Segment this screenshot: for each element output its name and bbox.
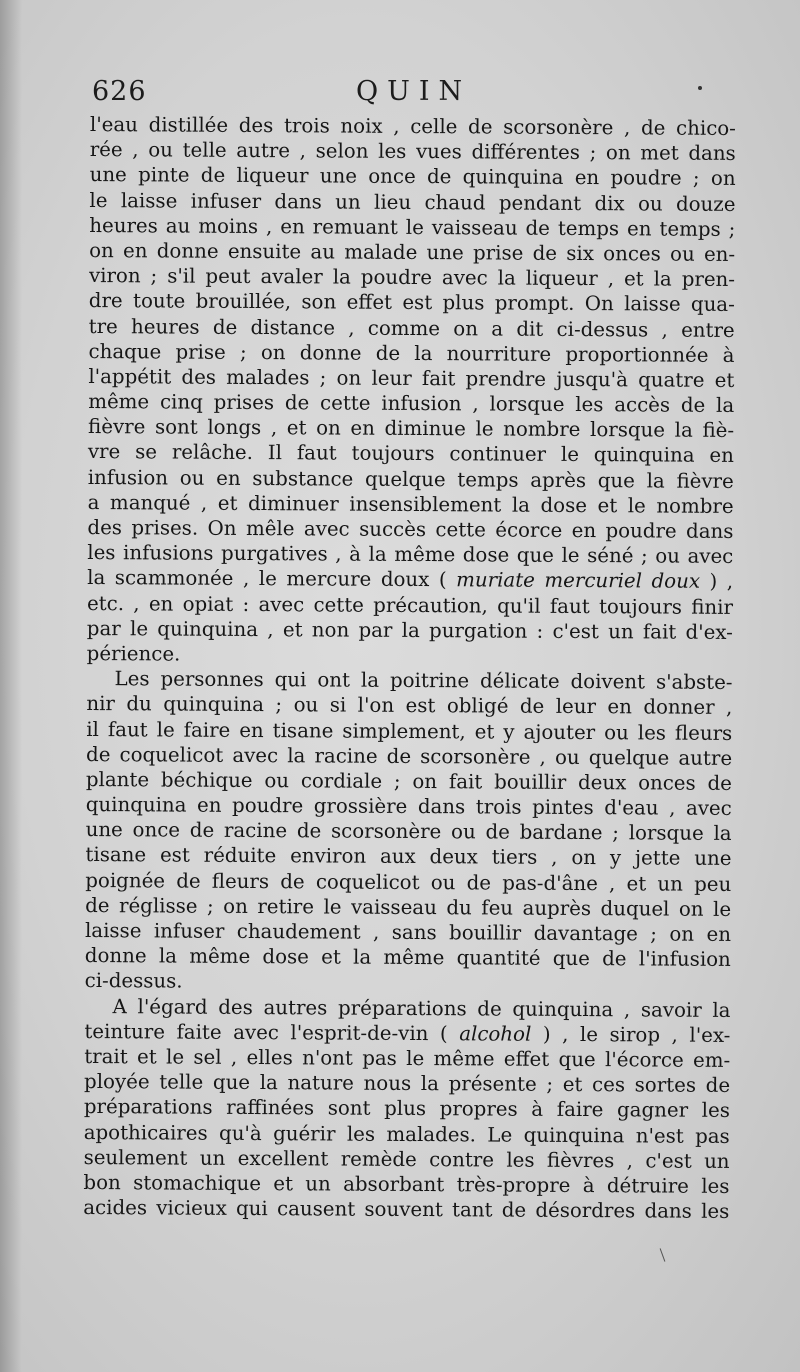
text-line: acides vicieux qui causent souvent tant de désordres dans les [83,1196,730,1223]
text-line: plante béchique ou cordiale ; on fait bouillir deux onces de [85,767,732,795]
text-line: une pinte de liqueur une once de quinquina en poudre ; on [89,163,736,191]
text-line: poignée de fleurs de coquelicot ou de pas-d'âne , et un peu [85,868,732,896]
text-line: ployée telle que la nature nous la présente ; et ces sortes de [84,1070,731,1098]
line-text-after: ) , [699,570,734,594]
running-head [92,76,712,112]
text-line: préparations raffinées sont plus propres à faire gagner les [83,1095,730,1123]
body-text [83,112,736,1224]
text-line: tre heures de distance , comme on a dit ci-dessus , entre [88,314,735,342]
text-line: trait et le sel , elles n'ont pas le même effet que l'écorce em- [84,1044,731,1072]
paragraph-start-line: Les personnes qui ont la poitrine délicate doivent s'abste- [114,667,733,695]
text-line: vre se relâche. Il faut toujours continuer le quinquina en [87,440,734,468]
italic-term: muriate mercuriel doux [456,568,701,594]
text-line: périence. [86,641,181,666]
text-line: le laisse infuser dans un lieu chaud pendant dix ou douze [89,188,736,216]
text-line: infusion ou en substance quelque temps après que la fièvre [87,465,734,493]
italic-term: alcohol [459,1022,532,1046]
line-text-before: la scammonée , le mercure doux ( [87,566,457,592]
text-line: laisse infuser chaudement , sans bouillir davantage ; on en [84,918,732,946]
text-line: l'appétit des malades ; on leur fait prendre jusqu'à quatre et [88,364,735,392]
line-text: A l'égard des autres préparations de quinquina , savoir la [112,994,731,1022]
text-line: viron ; s'il peut avaler la poudre avec la liqueur , et la pren- [88,264,736,292]
text-line: seulement un excellent remède contre les fièvres , c'est un [83,1145,730,1173]
text-line: apothicaires qu'à guérir les malades. Le quinquina n'est pas [83,1120,730,1148]
text-line-with-italic [84,1019,730,1048]
printing-speck [698,86,702,90]
text-line: rée , ou telle autre , selon les vues différentes ; on met dans [89,138,736,166]
text-line: bon stomachique et un absorbant très-propre à détruire les [83,1170,730,1198]
page-number: 626 [92,76,147,107]
margin-mark [660,1248,666,1261]
text-line: ci-dessus. [84,969,183,993]
text-line: même cinq prises de cette infusion , lorsque les accès de la [88,390,735,418]
paragraph-start-line [84,994,730,1023]
text-line: donne la même dose et la même quantité que de l'infusion [84,944,731,972]
text-line: les infusions purgatives , à la même dose que le séné ; ou avec [87,541,734,569]
text-line-with-italic [87,565,733,594]
running-title: QUIN [356,76,472,107]
text-line: chaque prise ; on donne de la nourriture proportionnée à [88,339,735,367]
text-line: de réglisse ; on retire le vaisseau du feu auprès duquel on le [85,893,732,921]
text-line: tisane est réduite environ aux deux tiers , on y jette une [85,843,732,871]
text-line: dre toute brouillée, son effet est plus prompt. On laisse qua- [88,289,735,317]
text-line: quinquina en poudre grossière dans trois pintes d'eau , avec [85,793,732,820]
text-line: nir du quinquina ; ou si l'on est obligé de leur en donner , [86,692,733,720]
text-line: une once de racine de scorsonère ou de bardane ; lorsque la [85,818,732,846]
text-line: heures au moins , en remuant le vaisseau de temps en temps ; [89,213,736,241]
text-line: etc. , en opiat : avec cette précaution, qu'il faut toujours finir [86,591,734,619]
text-line: fièvre sont longs , et on en diminue le nombre lorsque la fiè- [88,415,735,443]
line-text-before: teinture faite avec l'esprit-de-vin ( [84,1019,460,1046]
page-gutter-shadow [0,0,22,1372]
text-line: de coquelicot avec la racine de scorsonère , ou quelque autre [86,742,733,770]
text-line: on en donne ensuite au malade une prise de six onces ou en- [89,238,736,266]
text-line: a manqué , et diminuer insensiblement la dose et le nombre [87,490,734,518]
text-line: des prises. On mêle avec succès cette écorce en poudre dans [87,515,734,543]
line-text-after: ) , le sirop , l'ex- [531,1022,731,1047]
text-line: il faut le faire en tisane simplement, et y ajouter ou les fleurs [86,717,733,745]
text-line: par le quinquina , et non par la purgation : c'est un fait d'ex- [86,616,733,644]
text-line: l'eau distillée des trois noix , celle de scorsonère , de chico- [89,112,736,140]
